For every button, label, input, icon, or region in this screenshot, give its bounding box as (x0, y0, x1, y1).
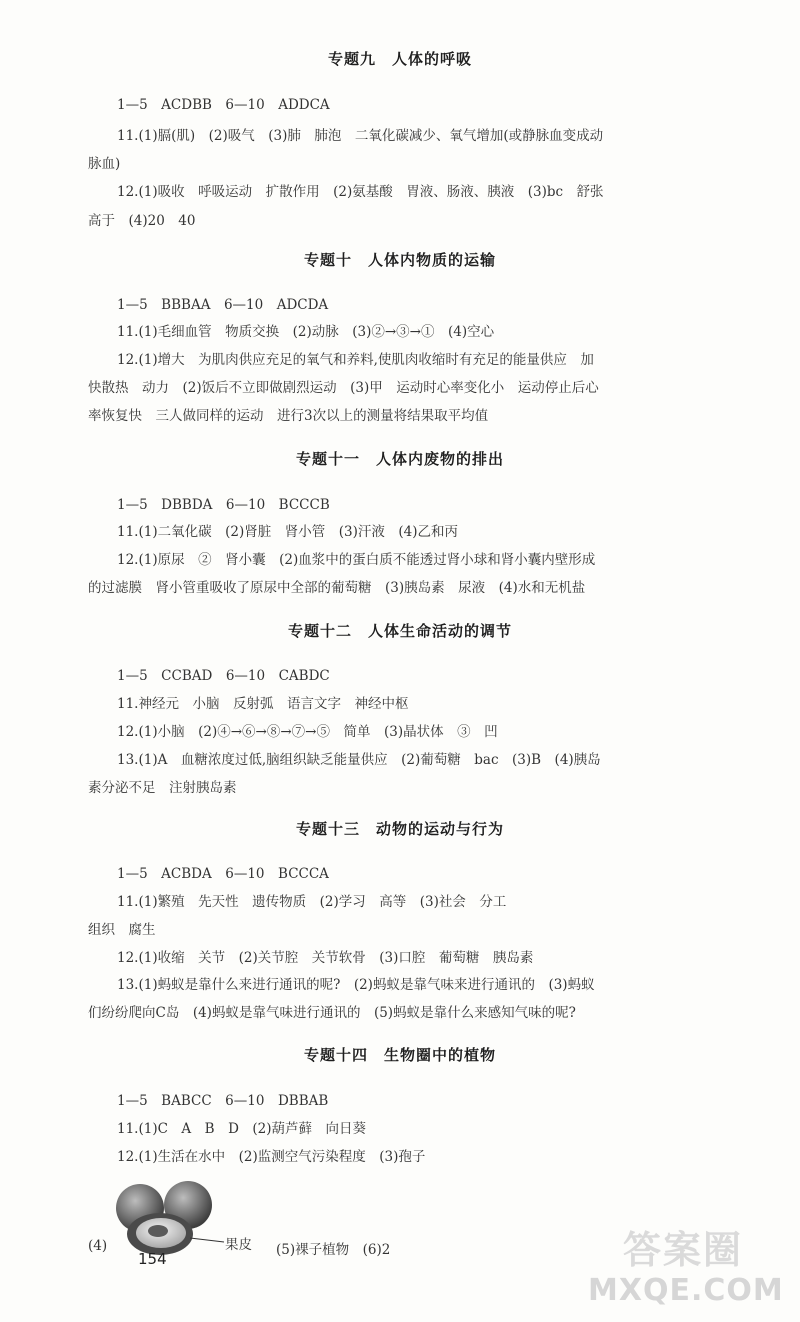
section-title-13: 专题十三 动物的运动与行为 (295, 820, 504, 838)
answer-line: 12.(1)收缩 关节 (2)关节腔 关节软骨 (3)口腔 葡萄糖 胰岛素 (117, 950, 534, 966)
section-title-9: 专题九 人体的呼吸 (327, 50, 472, 68)
pericarp-label: 果皮 (225, 1237, 252, 1253)
answer-line: 1—5 BBBAA 6—10 ADCDA (117, 297, 329, 313)
answer-line: 1—5 ACBDA 6—10 BCCCA (117, 866, 329, 882)
watermark-logo: 答案圈 (622, 1228, 743, 1272)
answer-line: 脉血) (88, 156, 121, 172)
answer-line: 13.(1)蚂蚁是靠什么来进行通讯的呢? (2)蚂蚁是靠气味来进行通讯的 (3)蚂蚁 (117, 977, 595, 993)
answer-line: 的过滤膜 肾小管重吸收了原尿中全部的葡萄糖 (3)胰岛素 尿液 (4)水和无机盐 (88, 580, 586, 596)
answer-line: 快散热 动力 (2)饭后不立即做剧烈运动 (3)甲 运动时心率变化小 运动停止后心 (88, 380, 599, 396)
answer-line: 13.(1)A 血糖浓度过低,脑组织缺乏能量供应 (2)葡萄糖 bac (3)B (4)胰岛 (117, 752, 601, 768)
section-title-11: 专题十一 人体内废物的排出 (295, 450, 504, 468)
page-number: 154 (138, 1250, 167, 1268)
watermark (588, 1228, 784, 1314)
answer-line: 1—5 BABCC 6—10 DBBAB (117, 1093, 329, 1109)
answer-line: 高于 (4)20 40 (88, 213, 196, 229)
section-title-10: 专题十 人体内物质的运输 (303, 251, 496, 269)
answer-line: 12.(1)小脑 (2)④→⑥→⑧→⑦→⑤ 简单 (3)晶状体 ③ 凹 (117, 724, 498, 740)
answer-line: 12.(1)增大 为肌肉供应充足的氧气和养料,使肌肉收缩时有充足的能量供应 加 (117, 352, 594, 368)
answer-line: 12.(1)原尿 ② 肾小囊 (2)血浆中的蛋白质不能透过肾小球和肾小囊内壁形成 (117, 552, 596, 568)
answer-line: 率恢复快 三人做同样的运动 进行3次以上的测量将结果取平均值 (88, 408, 489, 424)
answer-line: 1—5 ACDBB 6—10 ADDCA (117, 97, 330, 113)
answer-line: 11.(1)繁殖 先天性 遗传物质 (2)学习 高等 (3)社会 分工 (117, 894, 507, 910)
answer-line: 12.(1)吸收 呼吸运动 扩散作用 (2)氨基酸 胃液、肠液、胰液 (3)bc 舒张 (117, 184, 604, 200)
figure-prefix: (4) (88, 1238, 108, 1254)
figure-suffix: (5)裸子植物 (6)2 (276, 1242, 391, 1258)
answer-line: 们纷纷爬向C岛 (4)蚂蚁是靠气味进行通讯的 (5)蚂蚁是靠什么来感知气味的呢? (88, 1005, 576, 1021)
answer-line: 素分泌不足 注射胰岛素 (88, 780, 237, 796)
answer-line: 11.(1)二氧化碳 (2)肾脏 肾小管 (3)汗液 (4)乙和丙 (117, 524, 458, 540)
answer-line: 1—5 DBBDA 6—10 BCCCB (117, 497, 330, 513)
answer-line: 11.神经元 小脑 反射弧 语言文字 神经中枢 (117, 696, 409, 712)
section-title-14: 专题十四 生物圈中的植物 (303, 1046, 496, 1064)
answer-line: 12.(1)生活在水中 (2)监测空气污染程度 (3)孢子 (117, 1149, 426, 1165)
answer-line: 1—5 CCBAD 6—10 CABDC (117, 668, 330, 684)
pericarp-pointer (190, 1238, 224, 1242)
answer-line: 11.(1)毛细血管 物质交换 (2)动脉 (3)②→③→① (4)空心 (117, 324, 495, 340)
section-title-12: 专题十二 人体生命活动的调节 (287, 622, 512, 640)
answer-line: 组织 腐生 (88, 922, 156, 938)
answer-line: 11.(1)膈(肌) (2)吸气 (3)肺 肺泡 二氧化碳减少、氧气增加(或静脉血变成动 (117, 128, 604, 144)
lychee-seed (148, 1225, 168, 1237)
answer-line: 11.(1)C A B D (2)葫芦藓 向日葵 (117, 1121, 367, 1137)
watermark-url: MXQE.COM (588, 1273, 784, 1308)
